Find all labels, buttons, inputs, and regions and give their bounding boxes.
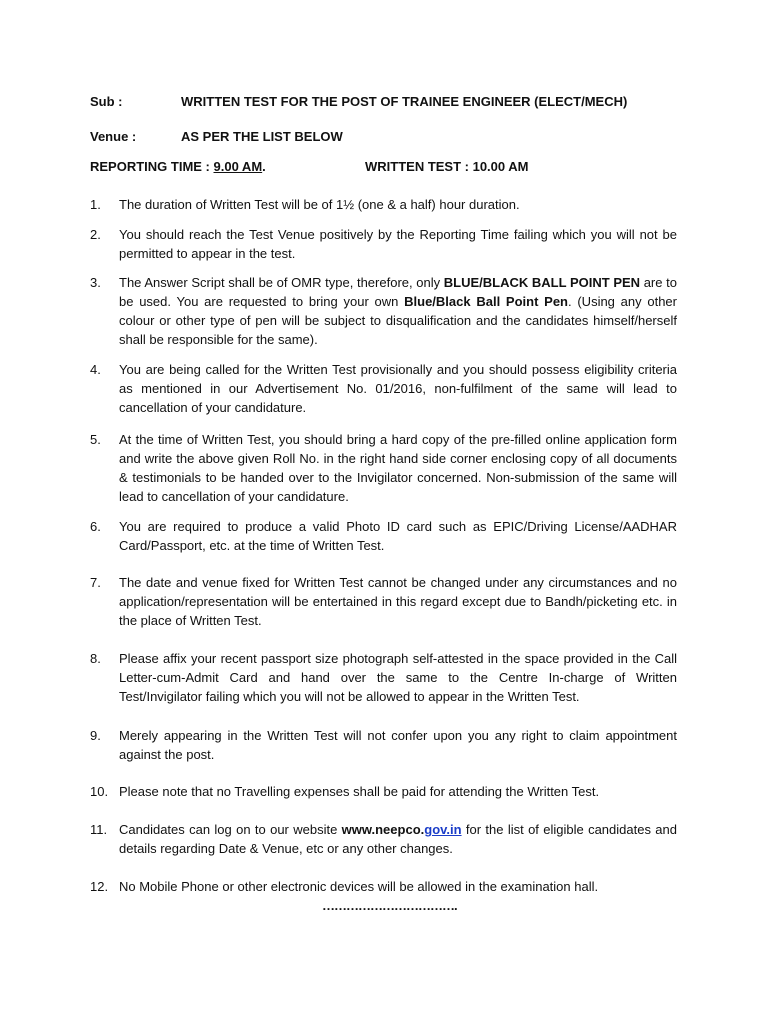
item-text: You should reach the Test Venue positively by the Reporting Time failing which you will not be permitted to appear in the test. bbox=[119, 227, 677, 261]
venue-line bbox=[90, 127, 343, 146]
item-number: 2. bbox=[90, 227, 101, 242]
item-number: 9. bbox=[90, 728, 101, 743]
timing-line bbox=[90, 157, 529, 176]
instruction-item bbox=[90, 573, 677, 630]
item-text: You are required to produce a valid Photo ID card such as EPIC/Driving License/AADHAR Card/Passport, etc. at the time of Written Test. bbox=[119, 519, 677, 553]
instruction-item bbox=[90, 877, 677, 896]
instruction-item bbox=[90, 195, 677, 214]
item-text bbox=[119, 273, 677, 349]
item-text: Merely appearing in the Written Test will not confer upon you any right to claim appointment against the post. bbox=[119, 728, 677, 762]
item-text: You are being called for the Written Test provisionally and you should possess eligibility criteria as mentioned in our Advertisement No. 01/2016, non-fulfilment of the same will lead to cancellation of your candidature. bbox=[119, 362, 677, 415]
subject-label: Sub : bbox=[90, 94, 123, 109]
instruction-item bbox=[90, 649, 677, 706]
reporting-time-dot: . bbox=[262, 159, 266, 174]
venue-value: AS PER THE LIST BELOW bbox=[181, 129, 343, 144]
item-number: 3. bbox=[90, 275, 101, 290]
instruction-item bbox=[90, 820, 677, 858]
written-test-time: WRITTEN TEST : 10.00 AM bbox=[365, 159, 529, 174]
item-text-part: are to be used. You are requested to bring your own bbox=[119, 275, 677, 309]
reporting-time-value: 9.00 AM bbox=[213, 159, 263, 174]
item-text-part: The Answer Script shall be of OMR type, therefore, only bbox=[119, 275, 444, 290]
item-number: 10. bbox=[90, 784, 109, 799]
item-number: 4. bbox=[90, 362, 101, 377]
item-number: 5. bbox=[90, 432, 101, 447]
subject-line bbox=[90, 92, 628, 111]
instruction-item bbox=[90, 517, 677, 555]
item-text bbox=[119, 820, 677, 858]
item-number: 11. bbox=[90, 822, 108, 837]
instruction-item bbox=[90, 782, 677, 801]
website-link[interactable]: gov.in bbox=[424, 822, 462, 837]
instruction-item bbox=[90, 726, 677, 764]
item-text: Please affix your recent passport size photograph self-attested in the space provided in the Call Letter-cum-Admit Card and hand over the same to the Centre In-charge of Written Test/Invigilator failing which you will not be allowed to appear in the Written Test. bbox=[119, 651, 677, 704]
item-text-part: Candidates can log on to our website bbox=[119, 822, 342, 837]
item-text-part: for the list of eligible candidates and details regarding Date & Venue, etc or any other changes. bbox=[119, 822, 677, 856]
item-number: 6. bbox=[90, 519, 101, 534]
item-text: The duration of Written Test will be of 1½ (one & a half) hour duration. bbox=[119, 197, 520, 212]
instruction-item bbox=[90, 360, 677, 417]
item-text: No Mobile Phone or other electronic devices will be allowed in the examination hall. bbox=[119, 879, 599, 894]
instruction-item bbox=[90, 225, 677, 263]
instruction-item bbox=[90, 273, 677, 349]
end-separator: ……………………………. bbox=[322, 898, 457, 913]
subject-value: WRITTEN TEST FOR THE POST OF TRAINEE ENGINEER (ELECT/MECH) bbox=[181, 94, 628, 109]
item-number: 7. bbox=[90, 575, 101, 590]
item-text-part: . (Using any other colour or other type of pen will be subject to disqualification and the candidates himself/herself shall be responsible for the same). bbox=[119, 294, 677, 347]
venue-label: Venue : bbox=[90, 129, 137, 144]
instruction-item bbox=[90, 430, 677, 506]
pen-requirement-bold: Blue/Black Ball Point Pen bbox=[404, 294, 568, 309]
item-text: The date and venue fixed for Written Test cannot be changed under any circumstances and no application/representation will be entertained in this regard except due to Bandh/picketing etc. in the place of Written Test. bbox=[119, 575, 677, 628]
website-text: www.neepco. bbox=[341, 822, 425, 837]
item-number: 12. bbox=[90, 879, 109, 894]
item-text: Please note that no Travelling expenses shall be paid for attending the Written Test. bbox=[119, 784, 600, 799]
item-text: At the time of Written Test, you should bring a hard copy of the pre-filled online application form and write the above given Roll No. in the right hand side corner enclosing copy of all documents & testimonials to be handed over to the Invigilator concerned. Non-submission of the same will lead to cancellation of your candidature. bbox=[119, 432, 677, 504]
pen-requirement-bold: BLUE/BLACK BALL POINT PEN bbox=[443, 275, 641, 290]
item-number: 1. bbox=[90, 197, 101, 212]
reporting-time-label: REPORTING TIME : bbox=[90, 159, 214, 174]
item-number: 8. bbox=[90, 651, 101, 666]
